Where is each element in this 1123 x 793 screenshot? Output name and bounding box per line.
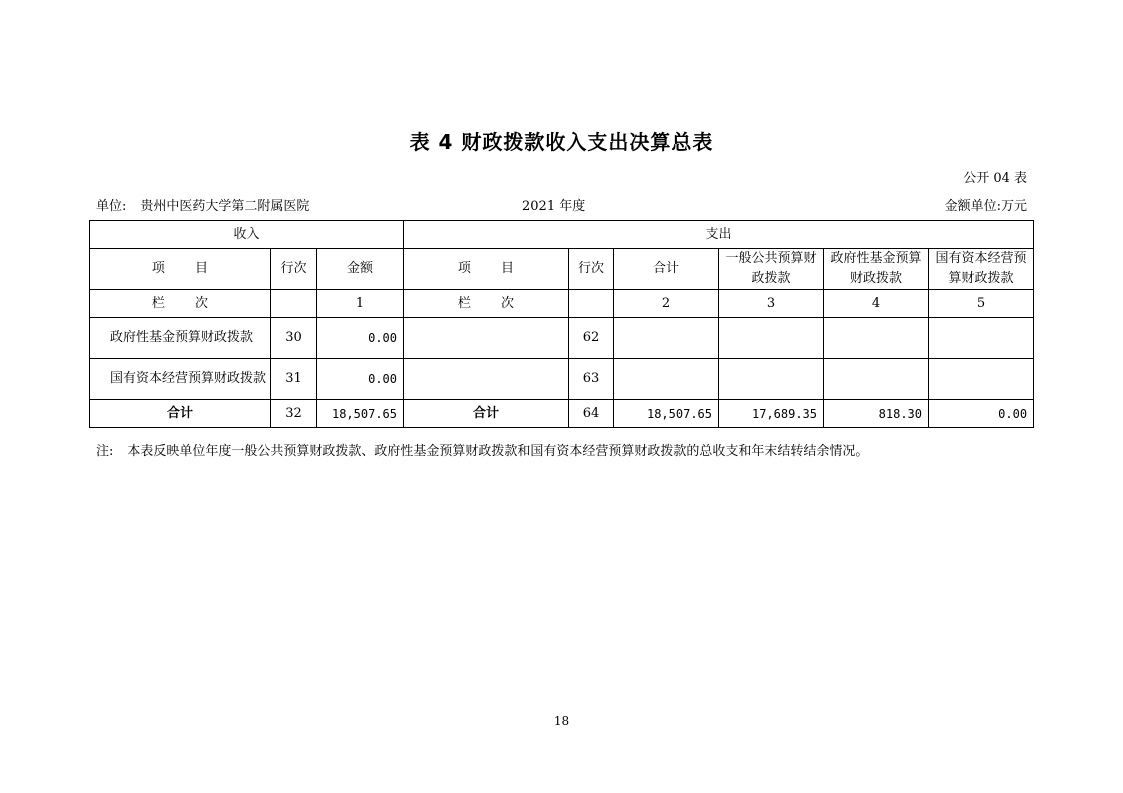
income-row-no: 30 <box>271 318 317 359</box>
colno-2: 2 <box>614 290 719 318</box>
unit-name: 贵州中医药大学第二附属医院 <box>140 199 310 214</box>
table-row <box>90 318 1034 359</box>
fiscal-year: 2021 年度 <box>522 199 586 214</box>
income-total-amount: 18,507.65 <box>317 400 404 428</box>
currency-unit: 金额单位:万元 <box>944 199 1027 214</box>
exp-capital <box>929 318 1034 359</box>
exp-item <box>404 359 569 400</box>
exp-general <box>719 318 824 359</box>
income-item: 国有资本经营预算财政拨款 <box>90 359 271 400</box>
exp-fund <box>824 318 929 359</box>
income-total-label: 合计 <box>90 400 271 428</box>
colno-3: 3 <box>719 290 824 318</box>
colno-1: 1 <box>317 290 404 318</box>
income-item-header: 项 目 <box>90 249 271 290</box>
column-number-row <box>90 290 1034 318</box>
income-amount-header: 金额 <box>317 249 404 290</box>
general-budget-header: 一般公共预算财政拨款 <box>719 249 824 290</box>
section-header-row <box>90 221 1034 249</box>
table-note <box>96 440 868 459</box>
colno-4: 4 <box>824 290 929 318</box>
exp-colno-label: 栏 次 <box>404 290 569 318</box>
income-row-no: 31 <box>271 359 317 400</box>
exp-general <box>719 359 824 400</box>
exp-total-amount: 18,507.65 <box>614 400 719 428</box>
exp-total-header: 合计 <box>614 249 719 290</box>
gov-fund-header: 政府性基金预算财政拨款 <box>824 249 929 290</box>
exp-row-no-header: 行次 <box>569 249 614 290</box>
exp-capital-total: 0.00 <box>929 400 1034 428</box>
income-section-header: 收入 <box>90 221 404 249</box>
exp-total-row-no: 64 <box>569 400 614 428</box>
income-amount: 0.00 <box>317 359 404 400</box>
income-item: 政府性基金预算财政拨款 <box>90 318 271 359</box>
exp-fund <box>824 359 929 400</box>
exp-capital <box>929 359 1034 400</box>
exp-fund-total: 818.30 <box>824 400 929 428</box>
note-text: 本表反映单位年度一般公共预算财政拨款、政府性基金预算财政拨款和国有资本经营预算财政拨款的总收支和年末结转结余情况。 <box>127 444 869 459</box>
exp-row-no: 63 <box>569 359 614 400</box>
column-header-row <box>90 249 1034 290</box>
expenditure-section-header: 支出 <box>404 221 1034 249</box>
exp-item-header: 项 目 <box>404 249 569 290</box>
state-capital-header: 国有资本经营预算财政拨款 <box>929 249 1034 290</box>
page-number: 18 <box>553 714 570 728</box>
note-label: 注: <box>96 444 114 459</box>
table-row <box>90 359 1034 400</box>
exp-total-label: 合计 <box>404 400 569 428</box>
exp-total <box>614 318 719 359</box>
income-colno-label: 栏 次 <box>90 290 271 318</box>
exp-item <box>404 318 569 359</box>
totals-row <box>90 400 1034 428</box>
colno-5: 5 <box>929 290 1034 318</box>
exp-general-total: 17,689.35 <box>719 400 824 428</box>
table-cell <box>569 290 614 318</box>
form-number: 公开 04 表 <box>963 171 1027 186</box>
unit-label: 单位: <box>96 199 127 214</box>
income-total-row-no: 32 <box>271 400 317 428</box>
appropriation-table <box>89 220 1034 428</box>
unit-line <box>96 195 309 214</box>
table-cell <box>271 290 317 318</box>
exp-row-no: 62 <box>569 318 614 359</box>
exp-total <box>614 359 719 400</box>
table-title: 表 4 财政拨款收入支出决算总表 <box>409 130 714 154</box>
income-amount: 0.00 <box>317 318 404 359</box>
income-row-no-header: 行次 <box>271 249 317 290</box>
